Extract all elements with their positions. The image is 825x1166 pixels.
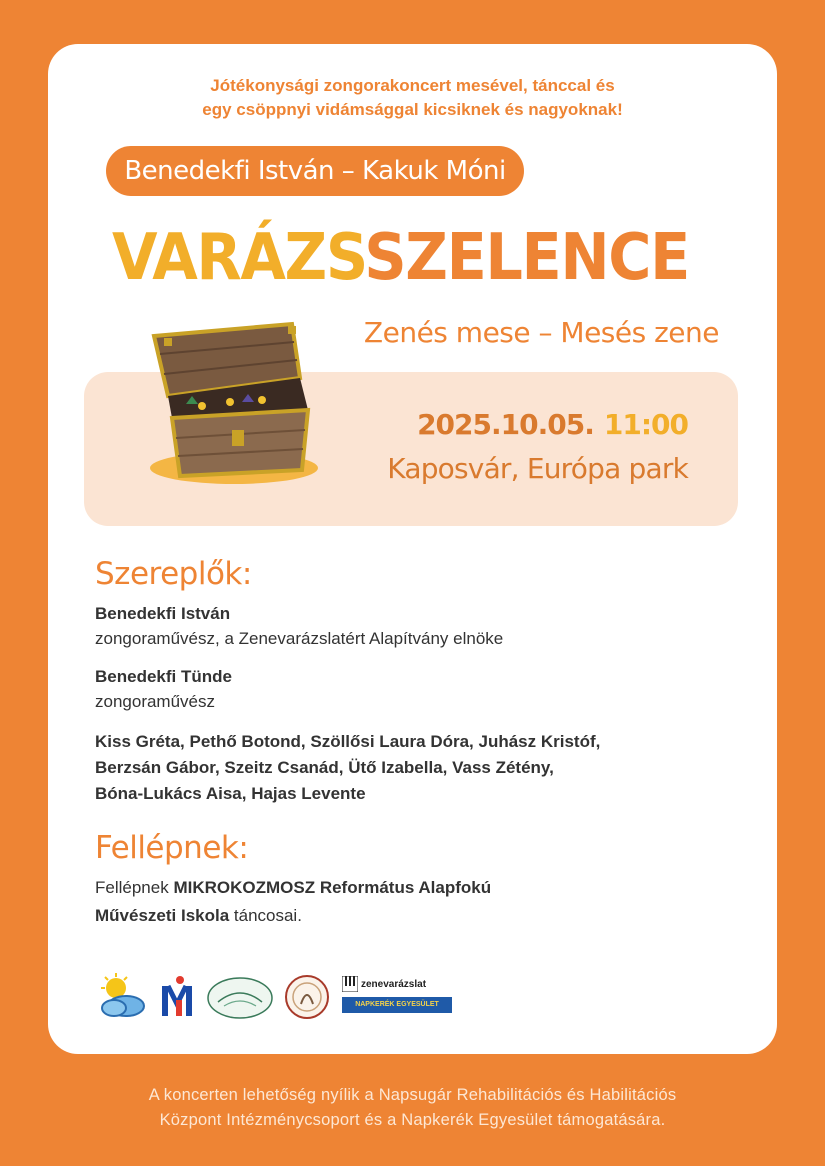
tagline-line-1: Jótékonysági zongorakoncert mesével, tánccal és	[210, 76, 615, 95]
zane-bona-alapitvany-logo	[206, 976, 274, 1020]
cast-list	[95, 729, 715, 807]
m-logo	[160, 974, 194, 1020]
cast-list-line: Berzsán Gábor, Szeitz Csanád, Ütő Izabella, Vass Zétény,	[95, 758, 554, 777]
round-seal-logo	[284, 974, 330, 1020]
main-title	[112, 216, 719, 300]
title-part-2: SZELENCE	[364, 221, 689, 295]
piano-keys-icon	[342, 976, 358, 992]
school-name-part-1: MIKROKOZMOSZ Református Alapfokú	[173, 878, 492, 897]
date-time	[417, 408, 688, 441]
napkerek-egyesulet-logo: NAPKERÉK EGYESÜLET	[342, 997, 452, 1013]
zenevarazslat-logo	[342, 976, 452, 1013]
cast-member-role: zongoraművész	[95, 692, 216, 711]
cast-list-line: Kiss Gréta, Pethő Botond, Szöllősi Laura Dóra, Juhász Kristóf,	[95, 732, 601, 751]
authors-pill: Benedekfi István – Kakuk Móni	[106, 146, 524, 196]
sun-cloud-logo	[98, 972, 148, 1022]
cast-heading: Szereplők:	[95, 556, 252, 592]
event-location: Kaposvár, Európa park	[387, 452, 688, 485]
performers-text-prefix: Fellépnek	[95, 878, 174, 897]
school-name-part-2: Művészeti Iskola	[95, 906, 230, 925]
performers-text	[95, 874, 655, 930]
cast-member-name: Benedekfi István	[95, 604, 231, 623]
poster-card	[48, 44, 777, 1054]
tagline	[48, 74, 777, 122]
performers-text-suffix: táncosai.	[229, 906, 302, 925]
tagline-line-2: egy csöppnyi vidámsággal kicsiknek és nagyoknak!	[202, 100, 623, 119]
footer-line-1: A koncerten lehetőség nyílik a Napsugár Rehabilitációs és Habilitációs	[148, 1086, 677, 1104]
event-date: 2025.10.05.	[417, 408, 594, 441]
sponsor-logos	[98, 972, 518, 1022]
subtitle: Zenés mese – Mesés zene	[363, 316, 719, 349]
title-part-1: VARÁZS	[112, 221, 365, 295]
cast-member-role: zongoraművész, a Zenevarázslatért Alapítvány elnöke	[95, 629, 504, 648]
zenevarazslat-text: zenevarázslat	[361, 978, 427, 990]
cast-member-name: Benedekfi Tünde	[95, 667, 232, 686]
footer-note	[0, 1083, 825, 1133]
event-time: 11:00	[603, 408, 688, 441]
footer-line-2: Központ Intézménycsoport és a Napkerék Egyesület támogatására.	[159, 1111, 666, 1129]
performers-heading: Fellépnek:	[95, 830, 249, 866]
treasure-chest-illustration	[142, 318, 322, 488]
cast-list-line: Bóna-Lukács Aisa, Hajas Levente	[95, 784, 366, 803]
